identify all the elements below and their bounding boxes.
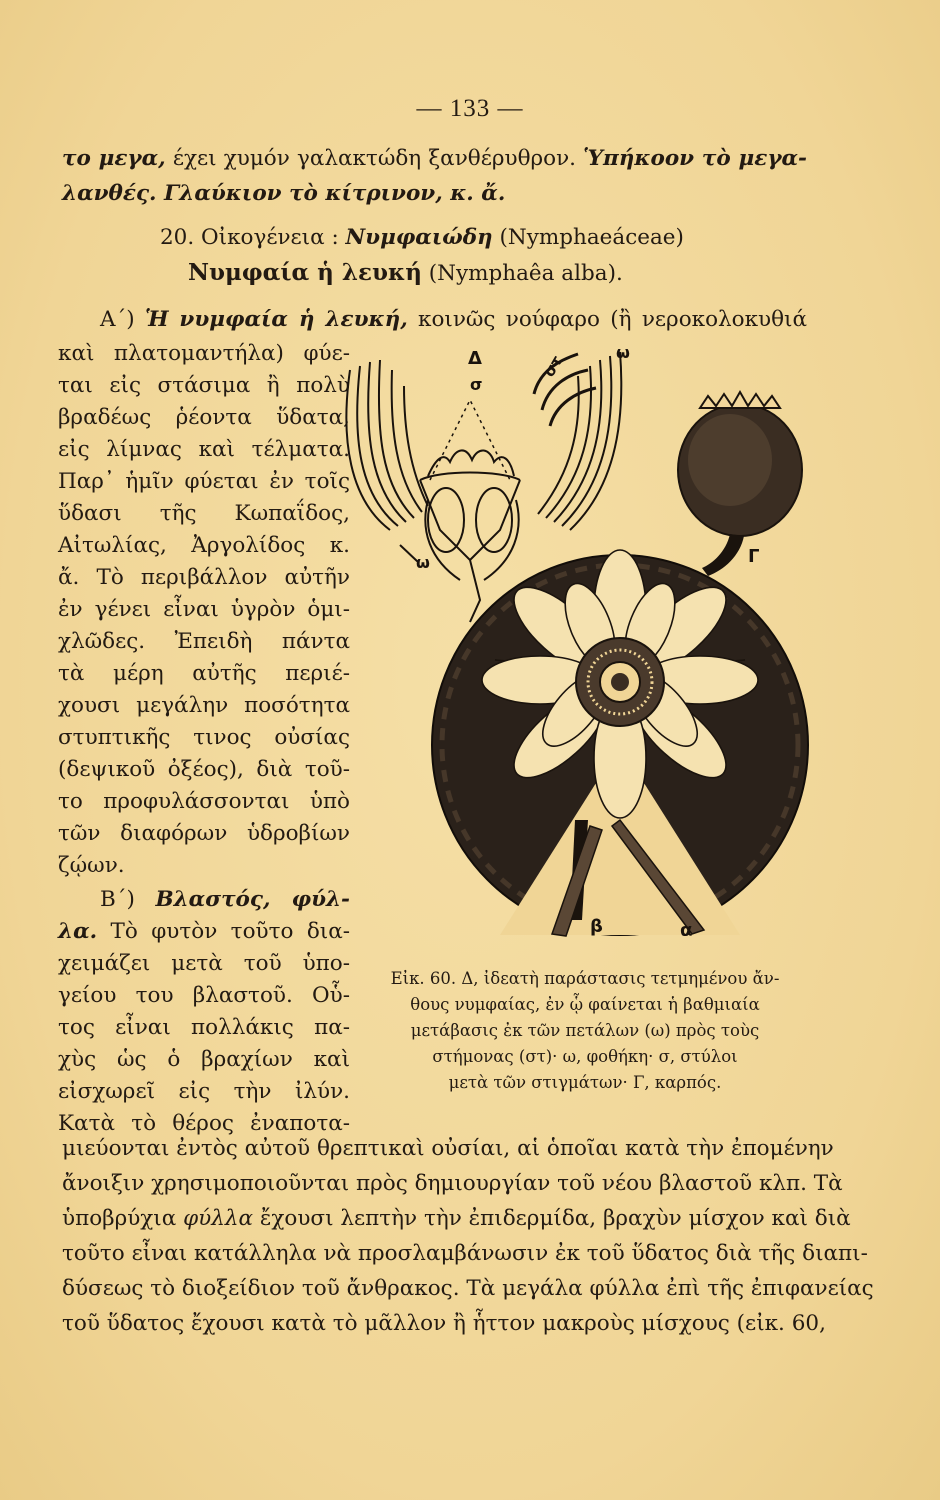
section-b-title: Βλαστός, φύλ- [155,887,350,912]
species-latin: (Nymphaêa alba). [421,261,623,286]
label-alpha: α [680,920,693,941]
column-line: Κατὰ τὸ θέρος ἐναποτα- [58,1111,350,1136]
column-line: (δεψικοῦ ὀξέος), διὰ τοῦ- [58,757,350,782]
column-line [58,916,350,948]
column-line: ἐν γένει εἶναι ὑγρὸν ὁμι- [58,597,350,622]
column-line: χειμάζει μετὰ τοῦ ὑπο- [58,951,350,976]
label-gamma: Γ [748,546,760,567]
section-b-prefix: Β΄) [100,887,156,912]
column-line: ται εἰς στάσιμα ἢ πολὺ [58,373,350,398]
column-line: τὰ μέρη αὐτῆς περιέ- [58,661,350,686]
fruit-drawing [678,392,802,576]
body-line: μιεύονται ἐντὸς αὐτοῦ θρεπτικαὶ οὐσίαι, αἱ ὁποῖαι κατὰ τὴν ἐπομένην [62,1136,834,1161]
caption-line: μετὰ τῶν στιγμάτων· Γ, καρπός. [448,1073,722,1092]
label-omega-bottom: ω [416,553,430,572]
label-sigma: σ [470,375,483,394]
column-line: το προφυλάσσονται ὑπὸ [58,789,350,814]
water-lily-figure [320,330,820,960]
intro-bold-end: Ὑπήκοον τὸ μεγα- [583,146,807,171]
body-italic: φύλλα [183,1206,254,1231]
species-name: Νυμφαία ἡ λευκή [188,259,422,286]
intro-line [62,143,807,175]
family-name: Νυμφαιώδη [345,225,493,250]
section-a-text: κοινῶς νούφαρο (ἢ νεροκολοκυθιά [407,307,807,332]
column-line: στυπτικῆς τινος οὐσίας [58,725,350,750]
body-line: ἄνοιξιν χρησιμοποιοῦνται πρὸς δημιουργίαν τοῦ νέου βλαστοῦ κλπ. Τὰ [62,1171,843,1196]
body-line: τοῦ ὕδατος ἔχουσι κατὰ τὸ μᾶλλον ἢ ἧττον μακροὺς μίσχους (εἰκ. 60, [62,1311,826,1336]
column-line: γείου του βλαστοῦ. Οὗ- [58,983,350,1008]
column-line: Παρ᾽ ἡμῖν φύεται ἐν τοῖς [58,469,350,494]
label-omega-top: ω [616,343,630,362]
body-line: τοῦτο εἶναι κατάλληλα νὰ προσλαμβάνωσιν ἐκ τοῦ ὕδατος διὰ τῆς διαπι- [62,1241,868,1266]
column-line: Αἰτωλίας, Ἀργολίδος κ. [58,533,350,558]
intro-bold: το μεγα, [62,146,166,171]
label-st: στ [539,352,567,380]
column-line: ὕδασι τῆς Κωπαΐδος, [58,501,350,526]
family-heading [160,222,684,254]
column-line: χὺς ὡς ὁ βραχίων καὶ [58,1047,350,1072]
flower-on-leaf-drawing [432,550,808,936]
caption-line: θους νυμφαίας, ἐν ᾧ φαίνεται ἡ βαθμιαία [410,995,760,1014]
intro-bold: λανθές. Γλαύκιον τὸ κίτρινον, κ. ἄ. [62,181,506,206]
body-text: ἔχουσι λεπτὴν τὴν ἐπιδερμίδα, βραχὺν μίσχον καὶ διὰ [253,1206,851,1231]
column-line: ἄ. Τὸ περιβάλλον αὐτῆν [58,565,350,590]
column-line: καὶ πλατομαντήλα) φύε- [58,341,350,366]
section-a-prefix: Α΄) [100,307,145,332]
column-bold: λα. [58,919,98,944]
column-line: εἰσχωρεῖ εἰς τὴν ἰλύν. [58,1079,350,1104]
body-line [62,1203,851,1235]
label-delta: Δ [468,348,482,369]
caption-line: Εἰκ. 60. Δ, ἰδεατὴ παράστασις τετμημένου ἄν- [390,969,780,988]
page-number: — 133 — [416,95,524,122]
caption-line: στήμονας (στ)· ω, φοθήκη· σ, στύλοι [432,1047,738,1066]
intro-line [62,178,807,210]
body-text: ὑποβρύχια [62,1206,184,1231]
column-line: ζῴων. [58,853,125,878]
figure-caption [355,966,815,1096]
column-line: χουσι μεγάλην ποσότητα [58,693,350,718]
label-beta: β [590,916,603,937]
family-latin: (Nymphaeáceae) [492,225,684,250]
section-b-heading [100,884,350,916]
column-text: Τὸ φυτὸν τοῦτο δια- [97,919,350,944]
family-prefix: 20. Οἰκογένεια : [160,225,346,250]
column-line: βραδέως ῥέοντα ὕδατα, [58,405,350,430]
column-line: χλῶδες. Ἐπειδὴ πάντα [58,629,350,654]
species-heading [188,257,623,290]
column-line: τῶν διαφόρων ὑδροβίων [58,821,350,846]
column-line: τος εἶναι πολλάκις πα- [58,1015,350,1040]
intro-text: έχει χυμόν γαλακτώδη ξανθέρυθρον. [165,146,584,171]
column-line: εἰς λίμνας καὶ τέλματα. [58,437,350,462]
section-a-title: Ἡ νυμφαία ἡ λευκή, [144,307,408,332]
caption-line: μετάβασις ἐκ τῶν πετάλων (ω) πρὸς τοὺς [410,1021,760,1040]
body-line: δύσεως τὸ διοξείδιον τοῦ ἄνθρακος. Τὰ μεγάλα φύλλα ἐπὶ τῆς ἐπιφανείας [62,1276,874,1301]
